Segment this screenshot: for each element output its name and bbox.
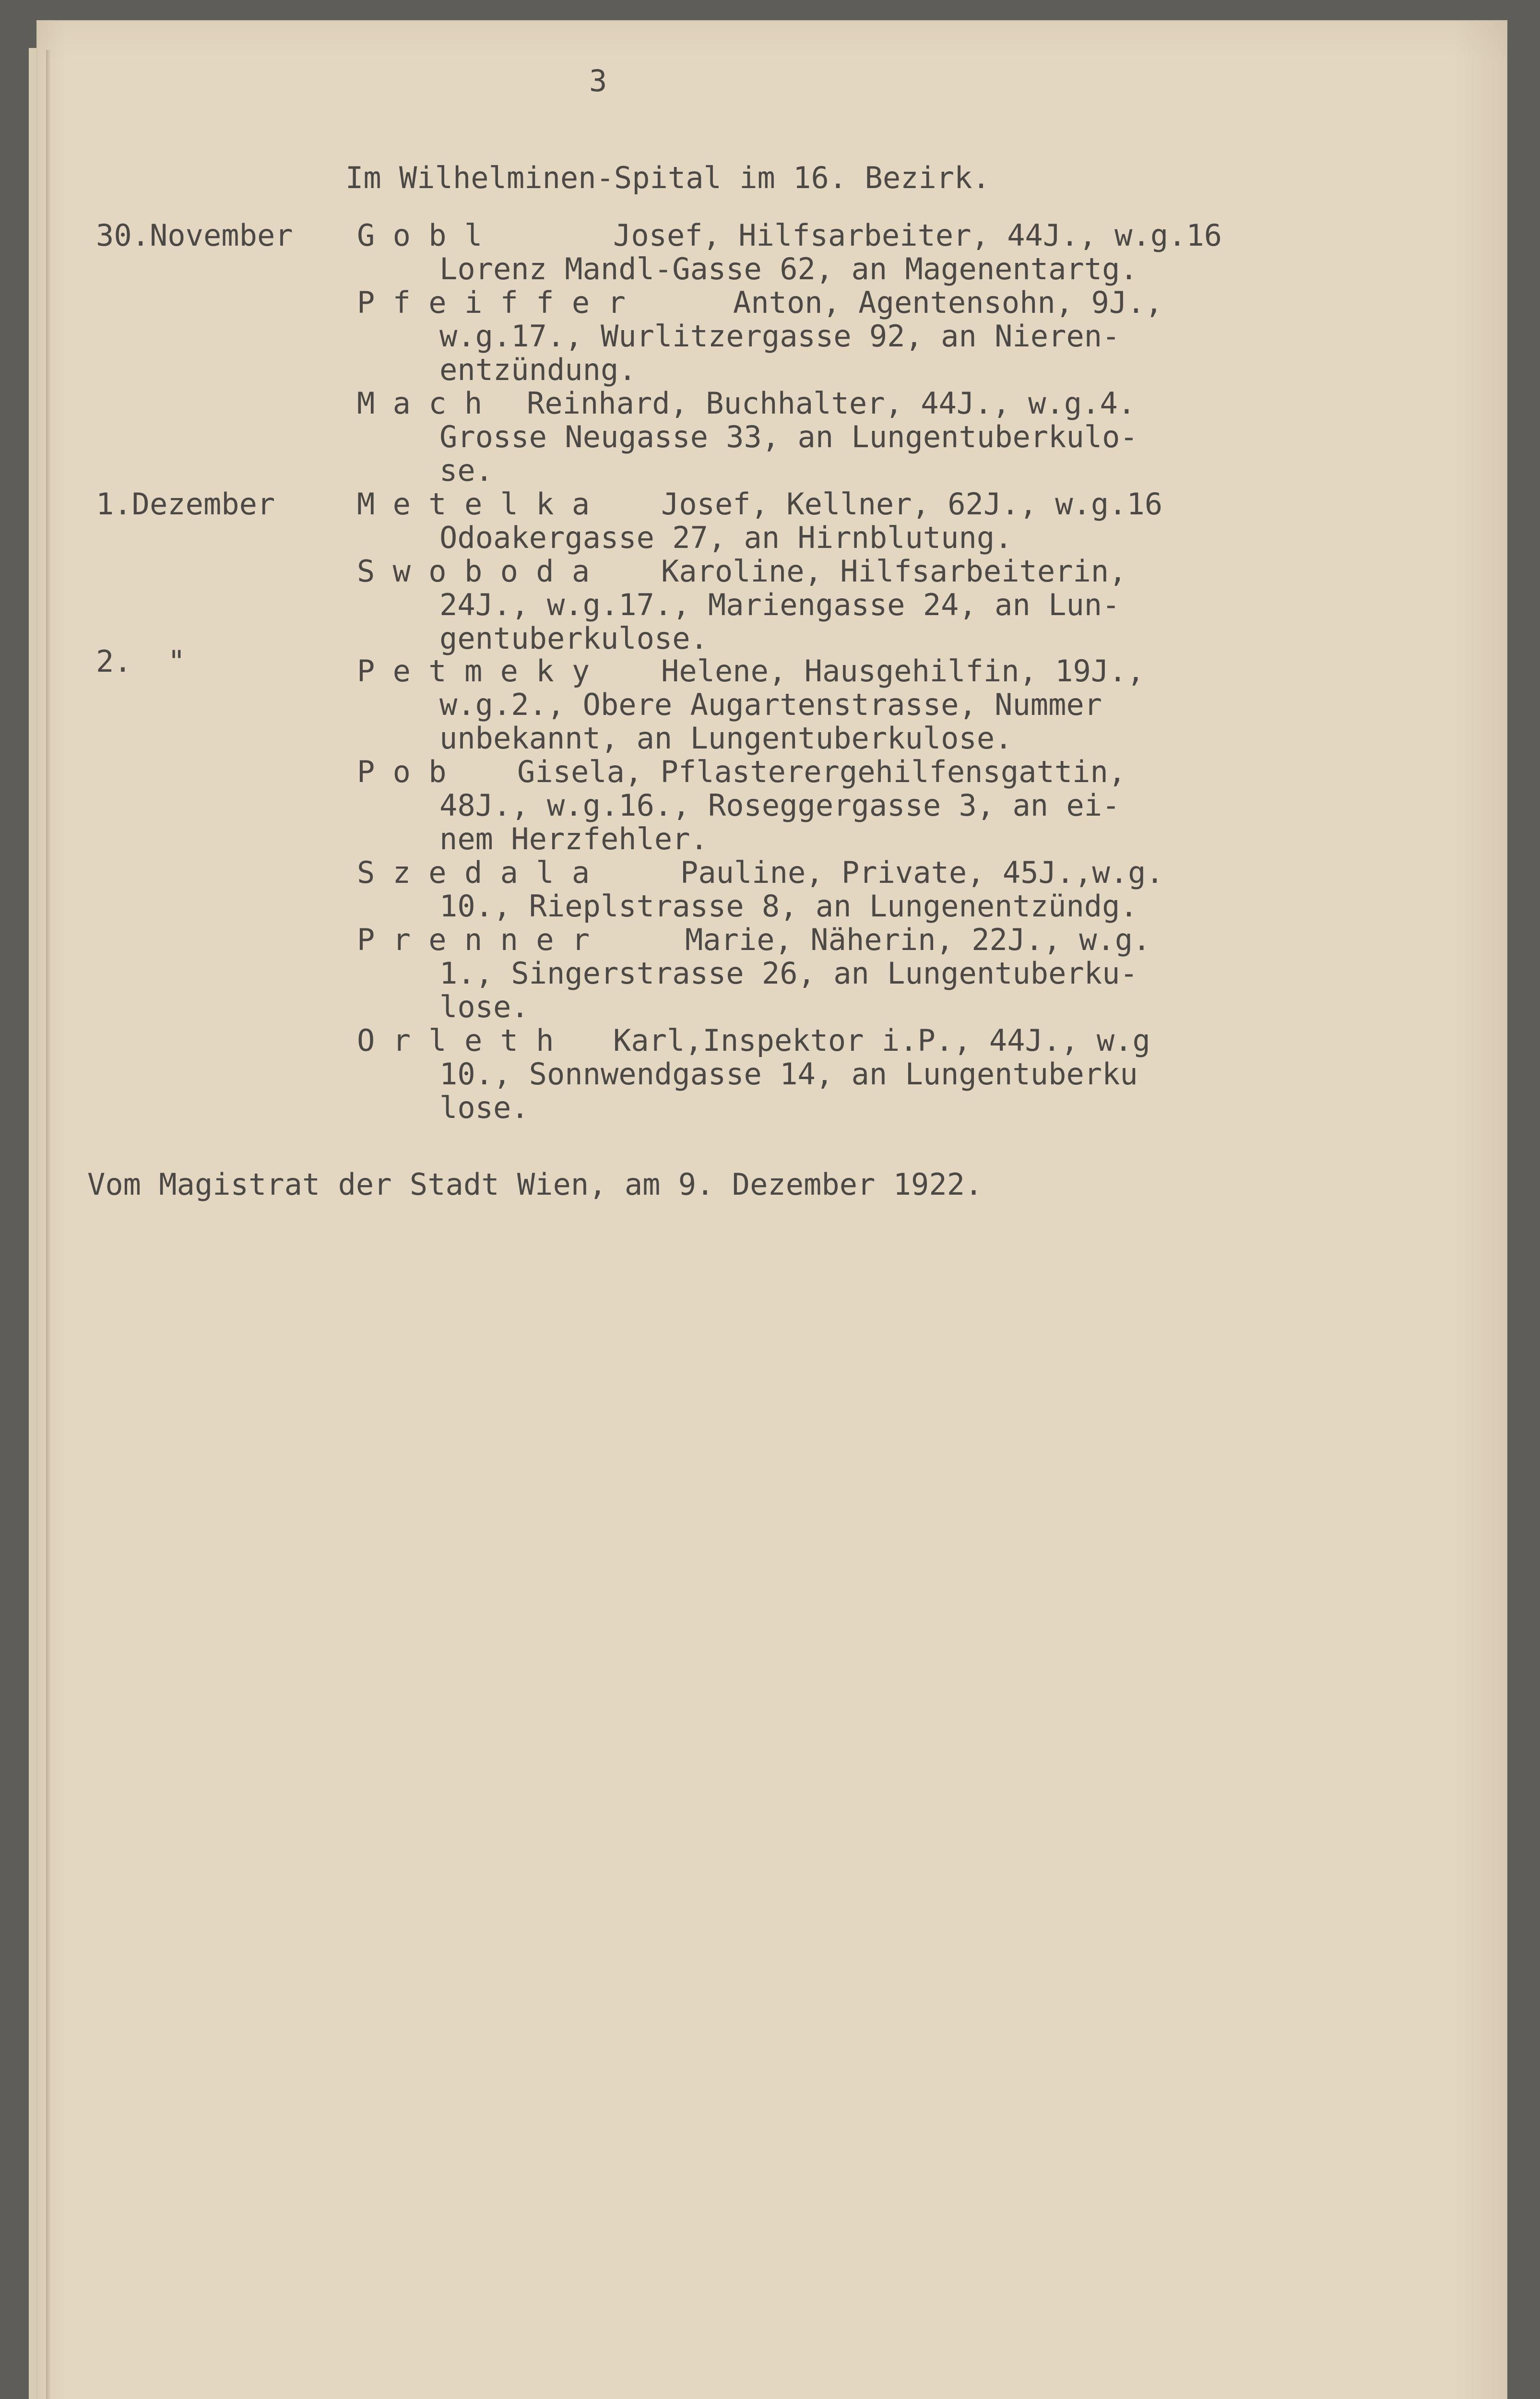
entry-name: G o b l [357,218,483,253]
entry-line: Reinhard, Buchhalter, 44J., w.g.4. [527,386,1136,421]
entry-line: Marie, Näherin, 22J., w.g. [685,922,1151,957]
entry-line: unbekannt, an Lungentuberkulose. [439,721,1013,756]
entry-line: lose. [439,1090,529,1125]
entry-name: O r l e t h [357,1023,554,1058]
entry-name: P f e i f f e r [357,285,626,320]
page-fold-shadow [46,50,51,2399]
entry-line: Helene, Hausgehilfin, 19J., [661,653,1145,689]
entry-line: 1., Singerstrasse 26, an Lungentuberku- [439,956,1138,991]
entry-line: se. [439,453,493,488]
entry-line: w.g.2., Obere Augartenstrasse, Nummer [439,687,1102,722]
entry-name: P e t m e k y [357,653,590,689]
entry-name: M e t e l k a [357,487,590,522]
entry-line: Josef, Kellner, 62J., w.g.16 [661,487,1163,522]
entry-line: 10., Rieplstrasse 8, an Lungenentzündg. [439,889,1138,924]
document-page [37,21,1506,2399]
entry-line: Grosse Neugasse 33, an Lungentuberkulo- [439,419,1138,454]
entry-line: Pauline, Private, 45J.,w.g. [680,855,1164,890]
entry-line: Josef, Hilfsarbeiter, 44J., w.g.16 [613,218,1222,253]
entry-line: entzündung. [439,352,637,387]
entry-name: P o b [357,754,447,789]
entry-line: 48J., w.g.16., Roseggergasse 3, an ei- [439,788,1120,823]
entry-line: gentuberkulose. [439,621,708,656]
entry-name: S z e d a l a [357,855,590,890]
entry-name: S w o b o d a [357,554,590,589]
entry-line: Karoline, Hilfsarbeiterin, [661,554,1127,589]
footer-signature-line: Vom Magistrat der Stadt Wien, am 9. Dezember 1922. [87,1167,983,1202]
date-label: 2. " [96,644,186,679]
page-number: 3 [589,63,607,98]
entry-line: Lorenz Mandl-Gasse 62, an Magenentartg. [439,251,1138,286]
entry-line: 24J., w.g.17., Mariengasse 24, an Lun- [439,587,1120,622]
entry-line: 10., Sonnwendgasse 14, an Lungentuberku [439,1057,1138,1092]
entry-line: w.g.17., Wurlitzergasse 92, an Nieren- [439,319,1120,354]
entry-line: Karl,Inspektor i.P., 44J., w.g [613,1023,1150,1058]
entry-name: P r e n n e r [357,922,590,957]
date-label: 1.Dezember [96,487,275,522]
entry-line: nem Herzfehler. [439,821,708,856]
entry-line: lose. [439,989,529,1024]
entry-line: Anton, Agentensohn, 9J., [733,285,1163,320]
entry-line: Odoakergasse 27, an Hirnblutung. [439,520,1013,555]
date-label: 30.November [96,218,293,253]
page-heading: Im Wilhelminen-Spital im 16. Bezirk. [345,160,990,195]
entry-name: M a c h [357,386,483,421]
entry-line: Gisela, Pflasterergehilfensgattin, [517,754,1126,789]
